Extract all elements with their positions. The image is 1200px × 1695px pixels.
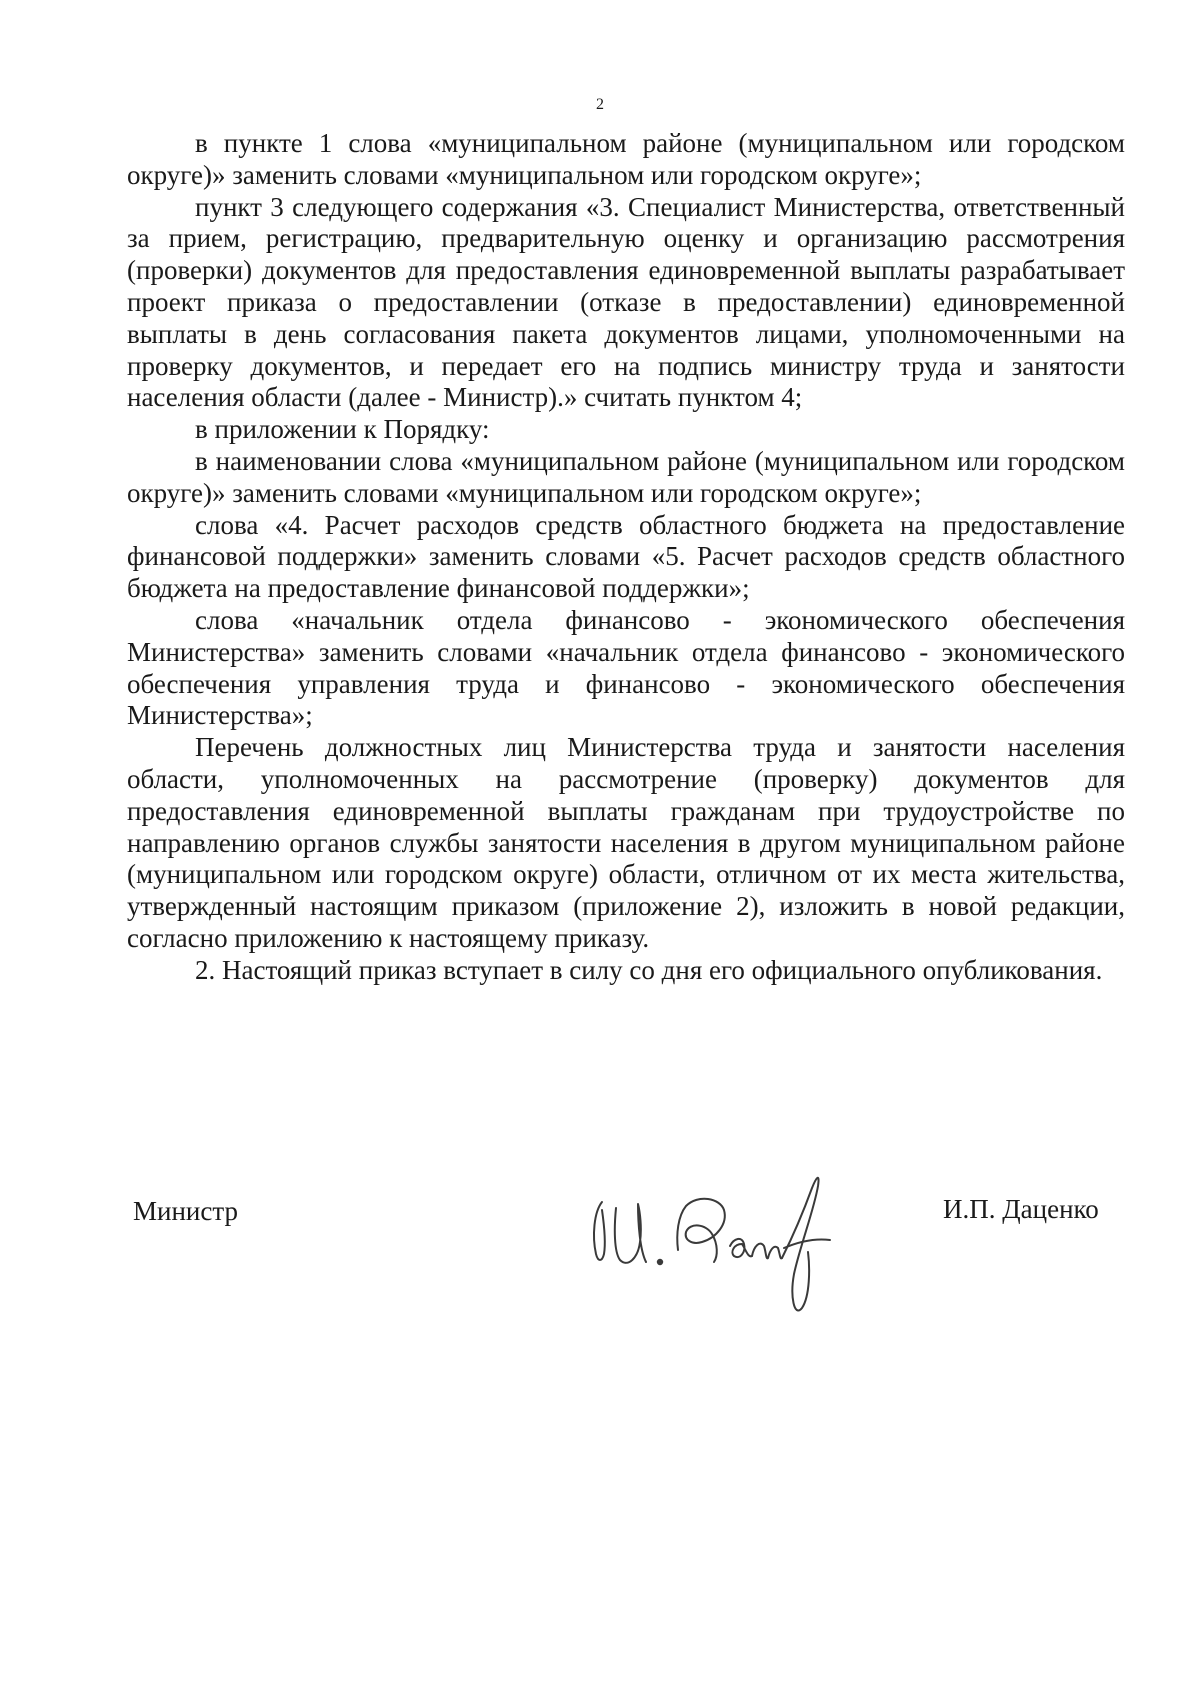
paragraph-6: слова «начальник отдела финансово - экономического обеспечения Министерства» заменить словами «начальник отдела финансово - экономического обеспечения управления труда и финансово - экономического обеспечения Министерства»;	[127, 604, 1125, 731]
page-number: 2	[596, 96, 604, 113]
paragraph-1: в пункте 1 слова «муниципальном районе (муниципальном или городском округе)» заменить словами «муниципальном или городском округе»;	[127, 128, 1125, 190]
paragraph-8: 2. Настоящий приказ вступает в силу со дня его официального опубликования.	[195, 954, 1103, 985]
document-body	[127, 128, 1125, 987]
signatory-position: Министр	[133, 1196, 238, 1226]
handwritten-signature	[580, 1150, 870, 1330]
paragraph-3: в приложении к Порядку:	[195, 414, 490, 445]
paragraph-4: в наименовании слова «муниципальном районе (муниципальном или городском округе)» заменить словами «муниципальном или городском округе»;	[127, 445, 1125, 508]
paragraph-7: Перечень должностных лиц Министерства труда и занятости населения области, уполномоченных на рассмотрение (проверку) документов для предоставления единовременной выплаты гражданам при трудоустройстве по направлению органов службы занятости населения в другом муниципальном районе (муниципальном или городском округе) области, отличном от их места жительства, утвержденный настоящим приказом (приложение 2), изложить в новой редакции, согласно приложению к настоящему приказу.	[127, 732, 1125, 953]
paragraph-2: пункт 3 следующего содержания «3. Специалист Министерства, ответственный за прием, регистрацию, предварительную оценку и организацию рассмотрения (проверки) документов для предоставления единовременной выплаты разрабатывает проект приказа о предоставлении (отказе в предоставлении) единовременной выплаты в день согласования пакета документов лицами, уполномоченными на проверку документов, и передает его на подпись министру труда и занятости населения области (далее - Министр).» считать пунктом 4;	[127, 191, 1125, 413]
signatory-name: И.П. Даценко	[943, 1194, 1099, 1224]
signature-block	[0, 1150, 1200, 1330]
paragraph-5: слова «4. Расчет расходов средств областного бюджета на предоставление финансовой поддержки» заменить словами «5. Расчет расходов средств областного бюджета на предоставление финансовой поддержки»;	[127, 509, 1125, 604]
